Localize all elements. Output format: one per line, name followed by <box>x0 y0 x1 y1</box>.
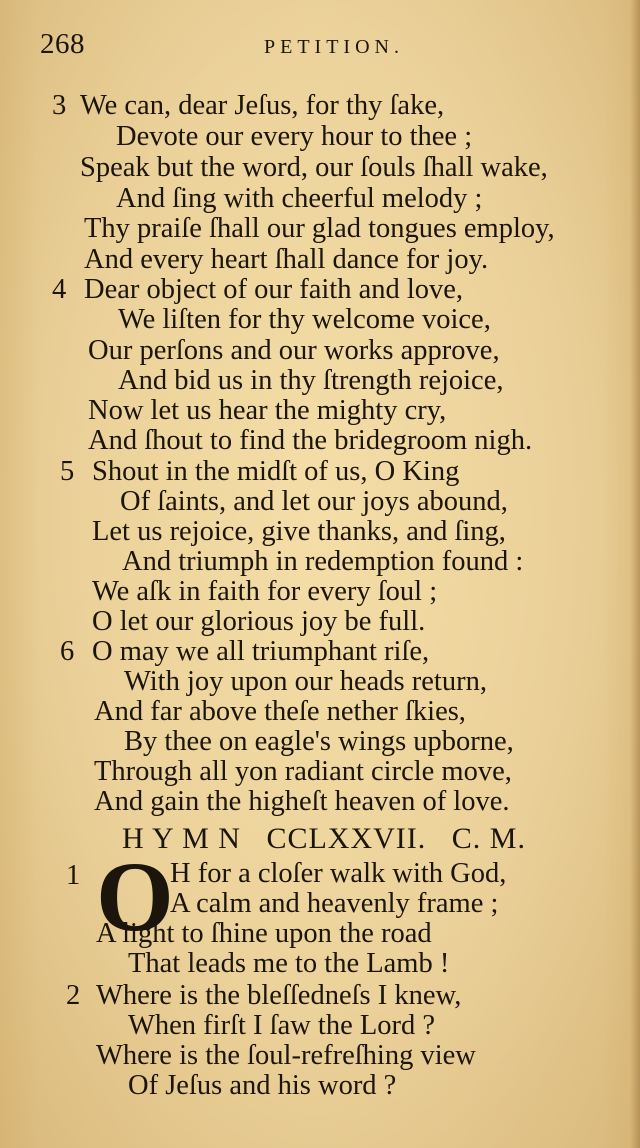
verse-number: 1 <box>66 860 81 891</box>
verse-line: A light to ſhine upon the road <box>96 918 432 949</box>
verse-line: Of Jeſus and his word ? <box>128 1070 397 1101</box>
verse-line: Let us rejoice, give thanks, and ſing, <box>92 516 506 547</box>
verse-line: That leads me to the Lamb ! <box>128 948 450 979</box>
verse-line: We can, dear Jeſus, for thy ſake, <box>80 90 445 121</box>
verse-line: A calm and heavenly frame ; <box>170 888 499 919</box>
verse-line: By thee on eagle's wings upborne, <box>124 726 514 757</box>
hymn-heading: H Y M N CCLXXVII. C. M. <box>122 822 526 855</box>
verse-number: 5 <box>60 456 75 487</box>
verse-number: 4 <box>52 274 67 305</box>
verse-line: Where is the bleſſedneſs I knew, <box>96 980 462 1011</box>
verse-line: Speak but the word, our ſouls ſhall wake, <box>80 152 548 183</box>
page-edge-shadow <box>630 0 640 1148</box>
verse-line: And triumph in redemption found : <box>122 546 524 577</box>
verse-number: 6 <box>60 636 75 667</box>
verse-line: Shout in the midſt of us, O King <box>92 456 460 487</box>
verse-line: H for a cloſer walk with God, <box>170 858 507 889</box>
verse-line: Thy praiſe ſhall our glad tongues employ, <box>84 213 555 244</box>
verse-line: We liſten for thy welcome voice, <box>118 304 491 335</box>
verse-line: And ſing with cheerful melody ; <box>116 183 483 214</box>
verse-line: When firſt I ſaw the Lord ? <box>128 1010 436 1041</box>
verse-line: With joy upon our heads return, <box>124 666 487 697</box>
verse-number: 3 <box>52 90 67 121</box>
verse-line: And bid us in thy ſtrength rejoice, <box>118 365 504 396</box>
verse-line: Devote our every hour to thee ; <box>116 121 473 152</box>
verse-line: We aſk in faith for every ſoul ; <box>92 576 438 607</box>
running-title: PETITION. <box>264 36 404 58</box>
verse-line: Through all yon radiant circle move, <box>94 756 512 787</box>
verse-line: Now let us hear the mighty cry, <box>88 395 447 426</box>
verse-line: Our perſons and our works approve, <box>88 335 500 366</box>
drop-cap: O <box>96 841 174 952</box>
verse-line: O may we all triumphant riſe, <box>92 636 430 667</box>
verse-line: And ſhout to find the bridegroom nigh. <box>88 425 533 456</box>
page-number: 268 <box>40 28 85 60</box>
verse-line: Dear object of our faith and love, <box>84 274 464 305</box>
verse-line: And gain the higheſt heaven of love. <box>94 786 510 817</box>
verse-line: And far above theſe nether ſkies, <box>94 696 466 727</box>
verse-number: 2 <box>66 980 81 1011</box>
page-header <box>0 28 640 68</box>
verse-line: And every heart ſhall dance for joy. <box>84 244 489 275</box>
verse-line: Of ſaints, and let our joys abound, <box>120 486 508 517</box>
verse-line: Where is the ſoul-refreſhing view <box>96 1040 476 1071</box>
verse-line: O let our glorious joy be full. <box>92 606 426 637</box>
